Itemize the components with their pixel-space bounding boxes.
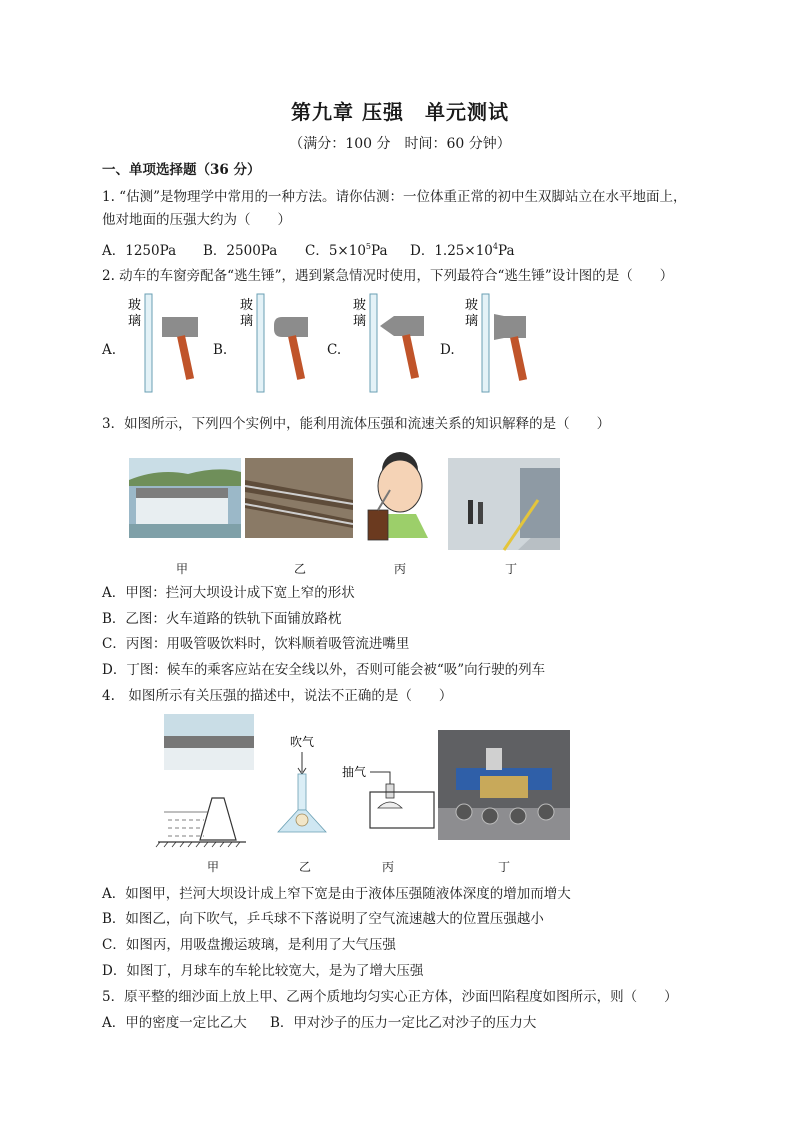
q5-stem: 5．原平整的细沙面上放上甲、乙两个质地均匀实心正方体，沙面凹陷程度如图所示，则（ ）	[102, 989, 678, 1005]
glass-label-b2: 璃	[240, 314, 254, 329]
glass-label-d2: 璃	[465, 314, 479, 329]
q3-photo-row	[128, 440, 568, 552]
hammer-d-figure	[465, 294, 527, 392]
lunar-rover-photo	[438, 730, 570, 840]
q1-line2: 他对地面的压强大约为（ ）	[102, 212, 291, 228]
q1-line1: 1. “估测”是物理学中常用的一种方法。请你估测：一位体重正常的初中生双脚站立在水平地面上，	[102, 189, 687, 205]
q4-option-b: B．如图乙，向下吹气，乒乓球不下落说明了空气流速越大的位置压强越小	[102, 911, 544, 927]
q1-option-b: B．2500Pa	[203, 243, 278, 259]
glass-label-c2: 璃	[353, 314, 367, 329]
page-subtitle: （满分：100 分 时间：60 分钟）	[289, 136, 511, 152]
railway-photo	[245, 458, 353, 538]
page-title: 第九章 压强 单元测试	[291, 100, 509, 124]
q2-label-c: C.	[327, 342, 342, 358]
q4-option-c: C．如图丙，用吸盘搬运玻璃，是利用了大气压强	[102, 937, 396, 953]
q2-label-a: A.	[102, 342, 117, 358]
dam-photo	[129, 458, 241, 538]
q5-option-b: B．甲对沙子的压力一定比乙对沙子的压力大	[270, 1015, 537, 1031]
q3-caption-bing: 丙	[393, 562, 406, 576]
section-heading: 一、单项选择题（36 分）	[102, 162, 261, 178]
boy-straw-illustration	[368, 452, 428, 540]
q4-caption-ding: 丁	[497, 860, 510, 874]
q3-caption-jia: 甲	[175, 562, 188, 576]
glass-label-d1: 玻	[465, 298, 479, 313]
glass-label-a2: 璃	[128, 314, 142, 329]
q2-stem: 2. 动车的车窗旁配备“逃生锤”，遇到紧急情况时使用，下列最符合“逃生锤”设计图的是（ ）	[102, 268, 674, 284]
hammer-c-figure	[353, 294, 424, 392]
glass-label-c1: 玻	[353, 298, 367, 313]
q4-figure-row	[150, 712, 580, 852]
q3-caption-yi: 乙	[293, 562, 306, 576]
q4-option-d: D．如图丁，月球车的车轮比较宽大，是为了增大压强	[102, 963, 424, 979]
q4-caption-jia: 甲	[206, 860, 219, 874]
q4-caption-yi: 乙	[298, 860, 311, 874]
funnel-ball-diagram	[278, 734, 326, 832]
q4-stem: 4. 如图所示有关压强的描述中，说法不正确的是（ ）	[102, 688, 453, 704]
q3-caption-ding: 丁	[504, 562, 517, 576]
glass-label-a1: 玻	[128, 298, 142, 313]
q1-option-a: A．1250Pa	[102, 243, 177, 259]
station-photo	[448, 458, 560, 550]
q3-option-a: A．甲图：拦河大坝设计成下宽上窄的形状	[102, 585, 355, 601]
dam-diagram	[156, 714, 254, 847]
q2-hammer-figures	[120, 292, 540, 402]
q1-option-d: D．$1.25\times 10^4Pa$	[410, 242, 515, 259]
glass-label-b1: 玻	[240, 298, 254, 313]
q3-stem: 3．如图所示，下列四个实例中，能利用流体压强和流速关系的知识解释的是（ ）	[102, 416, 611, 432]
q3-option-c: C．丙图：用吸管吸饮料时，饮料顺着吸管流进嘴里	[102, 636, 410, 652]
q3-option-b: B．乙图：火车道路的铁轨下面铺放路枕	[102, 611, 342, 627]
q2-label-d: D.	[440, 342, 455, 358]
suction-cup-diagram	[342, 764, 434, 828]
q1-option-c: C．$5\times 10^5Pa$	[305, 242, 388, 259]
q5-option-a: A．甲的密度一定比乙大	[102, 1015, 247, 1031]
blow-label: 吹气	[290, 735, 315, 749]
q2-label-b: B.	[213, 342, 228, 358]
hammer-a-figure	[128, 294, 198, 392]
q3-option-d: D．丁图：候车的乘客应站在安全线以外，否则可能会被“吸”向行驶的列车	[102, 662, 546, 678]
q4-caption-bing: 丙	[381, 860, 394, 874]
q4-option-a: A．如图甲，拦河大坝设计成上窄下宽是由于液体压强随液体深度的增加而增大	[102, 886, 571, 902]
hammer-b-figure	[240, 294, 308, 392]
suck-label: 抽气	[342, 765, 367, 779]
